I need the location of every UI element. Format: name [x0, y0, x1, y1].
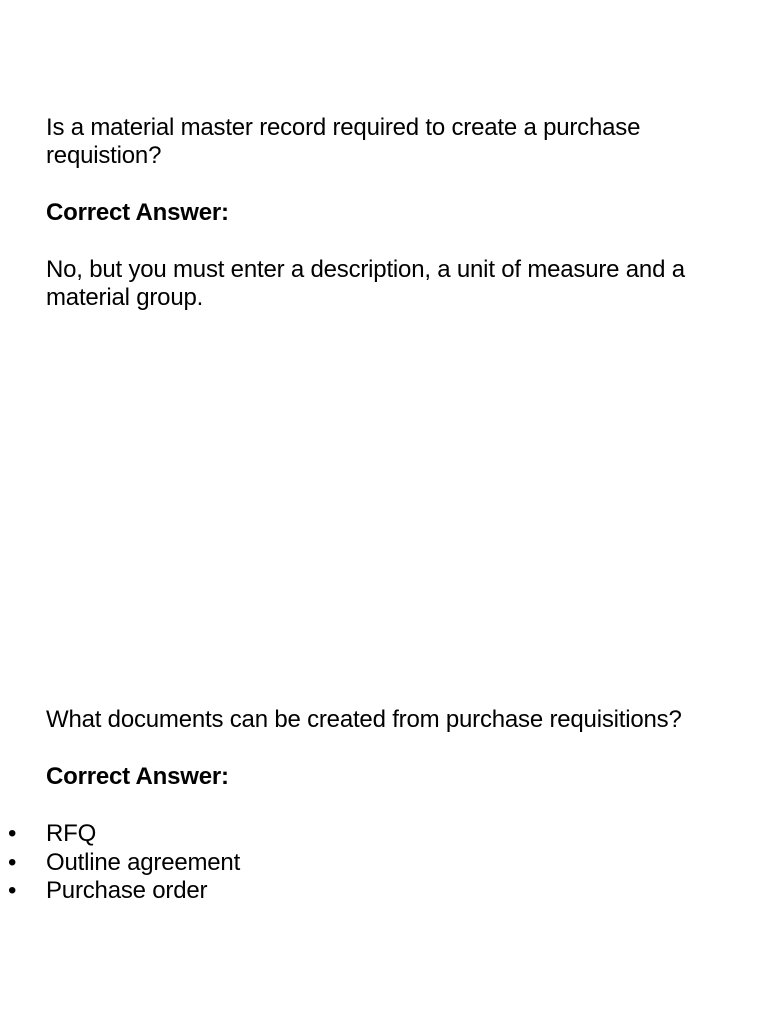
bullet-icon: •: [8, 848, 17, 876]
list-item: [0, 877, 700, 906]
question-1-answer-heading: [46, 199, 746, 227]
question-1-answer: [46, 256, 746, 312]
answer-1: No, but you must enter a description, a unit of measure and a material group.: [46, 256, 685, 311]
question-2-text: [46, 706, 746, 734]
list-item-label: Outline agreement: [46, 848, 241, 876]
bullet-icon: •: [8, 877, 17, 904]
list-item: [0, 849, 700, 878]
answer-label-1: Correct Answer:: [46, 199, 229, 226]
list-item-label: RFQ: [46, 820, 97, 847]
answer-label-2: Correct Answer:: [46, 763, 229, 790]
question-2-answer-heading: [46, 763, 746, 791]
list-item-label: Purchase order: [46, 877, 208, 904]
list-item: [0, 820, 700, 849]
bullet-icon: •: [8, 820, 17, 847]
question-2: What documents can be created from purchase requisitions?: [46, 706, 682, 733]
answer-2-list: [0, 820, 700, 906]
question-1: Is a material master record required to create a purchase requistion?: [46, 114, 641, 169]
question-1-text: [46, 114, 746, 170]
